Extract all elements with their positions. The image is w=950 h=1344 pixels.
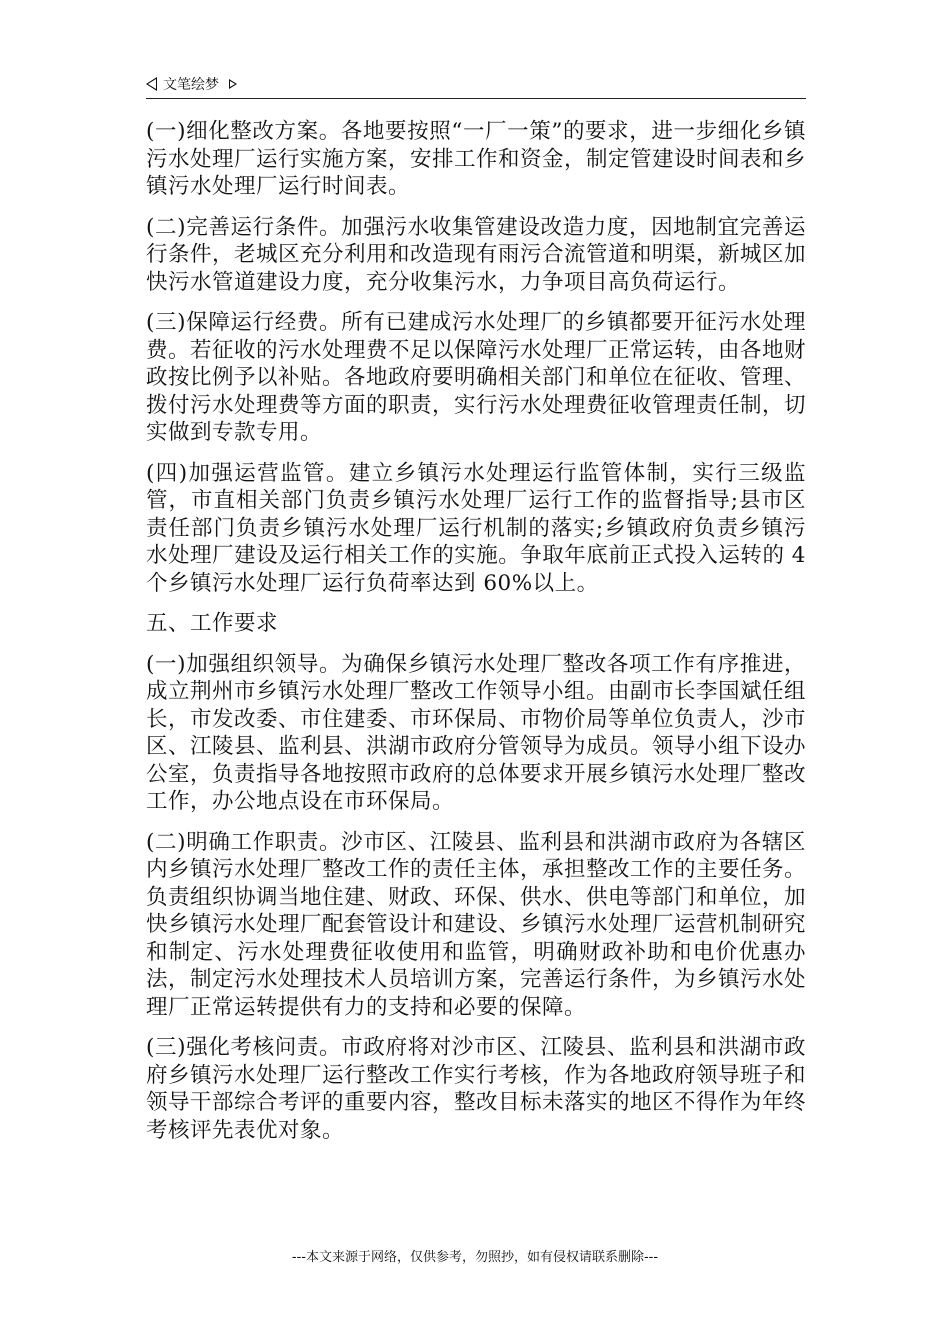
footer-disclaimer: ---本文来源于网络，仅供参考，勿照抄，如有侵权请联系删除--- xyxy=(291,1250,659,1265)
paragraph-improve-conditions: (二)完善运行条件。加强污水收集管建设改造力度，因地制宜完善运行条件，老城区充分利用和改造现有雨污合流管道和明渠，新城区加快污水管道建设力度，充分收集污水，力争项目高负荷运行。 xyxy=(146,214,807,295)
section-heading-requirements: 五、工作要求 xyxy=(146,611,279,636)
left-triangle-icon xyxy=(146,77,157,91)
header-brand xyxy=(146,74,237,94)
paragraph-responsibilities: (二)明确工作职责。沙市区、江陵县、监利县和洪湖市政府为各辖区内乡镇污水处理厂整改工作的责任主体，承担整改工作的主要任务。负责组织协调当地住建、财政、环保、供水、供电等部门和单位，加快乡镇污水处理厂配套管设计和建设、乡镇污水处理厂运营机制研究和制定、污水处理费征收使用和监管，明确财政补助和电价优惠办法，制定污水处理技术人员培训方案，完善运行条件，为乡镇污水处理厂正常运转提供有力的支持和必要的保障。 xyxy=(146,829,807,1020)
document-body xyxy=(146,118,806,1157)
right-triangle-icon xyxy=(229,79,237,89)
paragraph-supervision: (四)加强运营监管。建立乡镇污水处理运行监管体制，实行三级监管，市直相关部门负责乡镇污水处理厂运行工作的监督指导;县市区责任部门负责乡镇污水处理厂运行机制的落实;乡镇政府负责乡镇污水处理厂建设及运行相关工作的实施。争取年底前正式投入运转的 4 个乡镇污水处理厂运行负荷率达到 60%以上。 xyxy=(146,460,806,596)
paragraph-leadership: (一)加强组织领导。为确保乡镇污水处理厂整改各项工作有序推进，成立荆州市乡镇污水处理厂整改工作领导小组。由副市长李国斌任组长，市发改委、市住建委、市环保局、市物价局等单位负责人，沙市区、江陵县、监利县、洪湖市政府分管领导为成员。领导小组下设办公室，负责指导各地按照市政府的总体要求开展乡镇污水处理厂整改工作，办公地点设在市环保局。 xyxy=(146,651,807,814)
paragraph-refine-plan: (一)细化整改方案。各地要按照“一厂一策”的要求，进一步细化乡镇污水处理厂运行实施方案，安排工作和资金，制定管建设时间表和乡镇污水处理厂运行时间表。 xyxy=(146,119,807,199)
paragraph-funding: (三)保障运行经费。所有已建成污水处理厂的乡镇都要开征污水处理费。若征收的污水处理费不足以保障污水处理厂正常运转，由各地财政按比例予以补贴。各地政府要明确相关部门和单位在征收、管理、拨付污水处理费等方面的职责，实行污水处理费征收管理责任制，切实做到专款专用。 xyxy=(146,310,807,445)
brand-text: 文笔绘梦 xyxy=(163,77,219,93)
page-header xyxy=(146,74,806,99)
paragraph-accountability: (三)强化考核问责。市政府将对沙市区、江陵县、监利县和洪湖市政府乡镇污水处理厂运行整改工作实行考核，作为各地政府领导班子和领导干部综合考评的重要内容，整改目标未落实的地区不得作为年终考核评先表优对象。 xyxy=(146,1035,807,1143)
